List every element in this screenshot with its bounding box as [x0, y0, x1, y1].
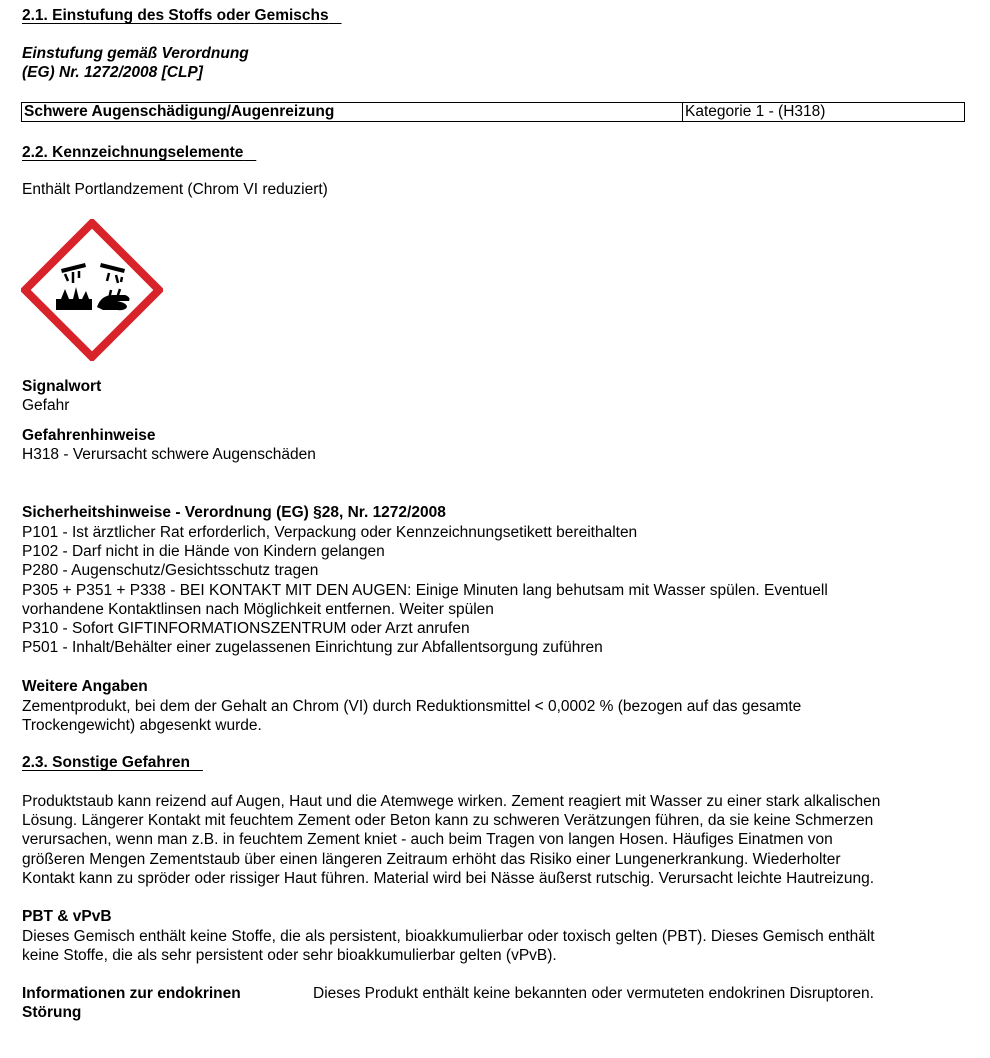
- classification-subheading-line-1: Einstufung gemäß Verordnung: [22, 45, 249, 62]
- hazard-class-cell: Schwere Augenschädigung/Augenreizung: [22, 103, 683, 122]
- precautionary-statements-label: Sicherheitshinweise - Verordnung (EG) §28, Nr. 1272/2008: [22, 504, 446, 521]
- list-item: P102 - Darf nicht in die Hände von Kindern gelangen: [22, 543, 385, 561]
- list-item: P280 - Augenschutz/Gesichtsschutz tragen: [22, 562, 319, 580]
- list-item: P305 + P351 + P338 - BEI KONTAKT MIT DEN AUGEN: Einige Minuten lang behutsam mit Wasser spülen. Eventuell: [22, 581, 828, 599]
- signal-word-value: Gefahr: [22, 397, 70, 414]
- further-info-text: [22, 697, 801, 735]
- paragraph-line: größeren Mengen Zementstaub über einen längeren Zeitraum erhöht das Risiko einer Lungenerkrankung. Wiederholter: [22, 850, 841, 868]
- classification-table: [21, 102, 965, 122]
- list-item: P310 - Sofort GIFTINFORMATIONSZENTRUM oder Arzt anrufen: [22, 620, 470, 638]
- contains-statement: Enthält Portlandzement (Chrom VI reduziert): [22, 181, 328, 198]
- paragraph-line: Produktstaub kann reizend auf Augen, Haut und die Atemwege wirken. Zement reagiert mit Wasser zu einer stark alkalischen: [22, 793, 881, 810]
- paragraph-line: keine Stoffe, die als sehr persistent oder sehr bioakkumulierbar gelten (vPvB).: [22, 947, 557, 965]
- section-2-1-heading: 2.1. Einstufung des Stoffs oder Gemischs: [22, 7, 329, 24]
- other-hazards-paragraph: [22, 792, 880, 888]
- list-item: vorhandene Kontaktlinsen nach Möglichkeit entfernen. Weiter spülen: [22, 600, 494, 618]
- paragraph-line: Kontakt kann zu spröder oder rissiger Haut führen. Material wird bei Nässe äußerst rutschig. Verursacht leichte Hautreizung.: [22, 869, 875, 887]
- classification-subheading-line-2: (EG) Nr. 1272/2008 [CLP]: [22, 64, 203, 81]
- further-info-line: Zementprodukt, bei dem der Gehalt an Chrom (VI) durch Reduktionsmittel < 0,0002 % (bezogen auf das gesamte: [22, 698, 802, 715]
- signal-word-label: Signalwort: [22, 378, 102, 395]
- hazard-statements-label: Gefahrenhinweise: [22, 427, 156, 444]
- paragraph-line: verursachen, wenn man z.B. in feuchtem Zement kniet - auch beim Tragen von langen Hosen. Häufiges Einatmen von: [22, 831, 833, 849]
- endocrine-label-line-2: Störung: [22, 1004, 82, 1021]
- endocrine-text: Dieses Produkt enthält keine bekannten oder vermuteten endokrinen Disruptoren.: [313, 985, 874, 1002]
- paragraph-line: Lösung. Längerer Kontakt mit feuchtem Zement oder Beton kann zu schweren Verätzungen führen, da sie keine Schmerzen: [22, 812, 874, 830]
- ghs05-corrosion-pictogram-icon: [21, 219, 163, 361]
- list-item: P101 - Ist ärztlicher Rat erforderlich, Verpackung oder Kennzeichnungsetikett bereithalten: [22, 524, 638, 541]
- hazard-category-cell: Kategorie 1 - (H318): [683, 103, 965, 122]
- further-info-label: Weitere Angaben: [22, 678, 148, 695]
- table-row: [22, 103, 965, 122]
- paragraph-line: Dieses Gemisch enthält keine Stoffe, die als persistent, bioakkumulierbar oder toxisch gelten (PBT). Dieses Gemisch enthält: [22, 928, 875, 945]
- pbt-vpvb-label: PBT & vPvB: [22, 908, 112, 925]
- list-item: P501 - Inhalt/Behälter einer zugelassenen Einrichtung zur Abfallentsorgung zuführen: [22, 639, 603, 657]
- section-2-2-heading: 2.2. Kennzeichnungselemente: [22, 144, 244, 161]
- section-2-3-heading: 2.3. Sonstige Gefahren: [22, 754, 190, 771]
- endocrine-label-line-1: Informationen zur endokrinen: [22, 985, 241, 1002]
- pbt-vpvb-text: [22, 927, 875, 965]
- hazard-statement: H318 - Verursacht schwere Augenschäden: [22, 446, 316, 463]
- further-info-line: Trockengewicht) abgesenkt wurde.: [22, 717, 262, 735]
- precautionary-statements-list: [22, 523, 828, 657]
